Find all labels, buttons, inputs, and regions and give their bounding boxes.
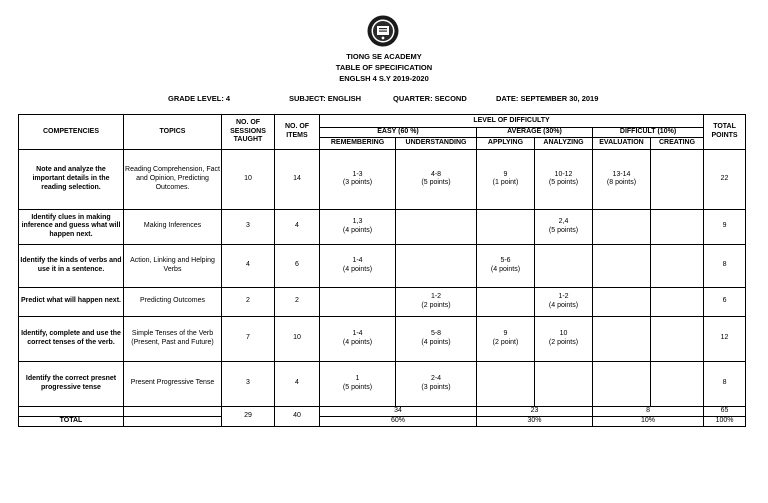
grand-total-percent: 100% bbox=[704, 416, 746, 426]
analyzing-cell bbox=[535, 361, 593, 406]
topic-cell: Action, Linking and Helping Verbs bbox=[124, 244, 222, 287]
table-row bbox=[19, 244, 746, 287]
item-range: 1-4 bbox=[352, 330, 363, 337]
item-range: 5-8 bbox=[430, 330, 442, 337]
remembering-cell bbox=[320, 244, 396, 287]
analyzing-cell bbox=[535, 149, 593, 209]
remembering-cell bbox=[320, 209, 396, 244]
item-points: (5 points) bbox=[421, 179, 451, 187]
total-label-spacer bbox=[19, 406, 124, 416]
evaluation-cell bbox=[593, 316, 651, 361]
competency-cell: Predict what will happen next. bbox=[19, 287, 124, 316]
topic-cell: Making Inferences bbox=[124, 209, 222, 244]
item-points: (2 points) bbox=[548, 338, 579, 346]
difficult-percent: 10% bbox=[593, 416, 704, 426]
sessions-cell: 7 bbox=[222, 316, 275, 361]
item-range: 1,3 bbox=[352, 218, 363, 225]
quarter: QUARTER: SECOND bbox=[393, 94, 467, 103]
document-title: TABLE OF SPECIFICATION bbox=[335, 63, 433, 72]
remembering-cell bbox=[320, 149, 396, 209]
total-cell: 8 bbox=[704, 244, 746, 287]
total-items: 40 bbox=[275, 406, 320, 426]
difficult-total-points: 8 bbox=[593, 406, 704, 416]
item-range: 10 bbox=[559, 330, 568, 337]
item-points: (4 points) bbox=[490, 265, 521, 273]
easy-percent: 60% bbox=[320, 416, 477, 426]
col-level-of-difficulty: LEVEL OF DIFFICULTY bbox=[320, 115, 704, 128]
understanding-cell bbox=[396, 244, 477, 287]
remembering-cell bbox=[320, 316, 396, 361]
table-row bbox=[19, 316, 746, 361]
total-topic-spacer bbox=[124, 406, 222, 416]
applying-cell bbox=[477, 316, 535, 361]
item-points: (4 points) bbox=[342, 265, 373, 273]
col-difficult: DIFFICULT (10%) bbox=[593, 128, 704, 138]
col-average: AVERAGE (30%) bbox=[477, 128, 593, 138]
applying-cell bbox=[477, 361, 535, 406]
evaluation-cell bbox=[593, 209, 651, 244]
item-points: (1 point) bbox=[492, 179, 519, 187]
item-range: 2-4 bbox=[430, 375, 442, 382]
subject-year-line: ENGLSH 4 S.Y 2019-2020 bbox=[339, 74, 429, 83]
specification-table bbox=[18, 114, 746, 427]
total-cell: 6 bbox=[704, 287, 746, 316]
item-points: (3 points) bbox=[342, 179, 373, 187]
item-range: 10-12 bbox=[554, 170, 573, 178]
understanding-cell bbox=[396, 287, 477, 316]
creating-cell bbox=[651, 149, 704, 209]
item-points: (8 points) bbox=[606, 179, 637, 187]
remembering-cell bbox=[320, 287, 396, 316]
total-cell: 12 bbox=[704, 316, 746, 361]
applying-cell bbox=[477, 287, 535, 316]
creating-cell bbox=[651, 287, 704, 316]
col-total-points: TOTAL POINTS bbox=[704, 115, 746, 150]
total-label: TOTAL bbox=[19, 416, 124, 426]
items-cell: 2 bbox=[275, 287, 320, 316]
col-items: NO. OF ITEMS bbox=[275, 115, 320, 150]
item-points: (3 points) bbox=[421, 383, 451, 391]
item-points: (4 points) bbox=[342, 338, 373, 346]
understanding-cell bbox=[396, 316, 477, 361]
item-range: 13-14 bbox=[612, 170, 631, 178]
item-range: 1-3 bbox=[352, 170, 363, 178]
items-cell: 6 bbox=[275, 244, 320, 287]
sessions-cell: 10 bbox=[222, 149, 275, 209]
item-points: (4 points) bbox=[548, 301, 579, 309]
school-name: TIONG SE ACADEMY bbox=[346, 52, 422, 61]
topic-cell: Reading Comprehension, Fact and Opinion, Predicting Outcomes. bbox=[124, 149, 222, 209]
topic-cell: Present Progressive Tense bbox=[124, 361, 222, 406]
col-applying: APPLYING bbox=[477, 137, 535, 149]
item-range: 1-2 bbox=[430, 293, 442, 300]
sessions-cell: 2 bbox=[222, 287, 275, 316]
items-cell: 4 bbox=[275, 361, 320, 406]
total-topic-spacer bbox=[124, 416, 222, 426]
creating-cell bbox=[651, 361, 704, 406]
col-understanding: UNDERSTANDING bbox=[396, 137, 477, 149]
creating-cell bbox=[651, 316, 704, 361]
total-cell: 9 bbox=[704, 209, 746, 244]
col-competencies: COMPETENCIES bbox=[19, 115, 124, 150]
understanding-cell bbox=[396, 149, 477, 209]
item-range: 4-8 bbox=[430, 170, 442, 178]
totals-row bbox=[19, 406, 746, 416]
applying-cell bbox=[477, 149, 535, 209]
item-range: 2,4 bbox=[558, 218, 569, 225]
item-points: (2 points) bbox=[421, 301, 451, 309]
remembering-cell bbox=[320, 361, 396, 406]
understanding-cell bbox=[396, 361, 477, 406]
competency-cell: Identify, complete and use the correct tenses of the verb. bbox=[19, 316, 124, 361]
evaluation-cell bbox=[593, 361, 651, 406]
col-evaluation: EVALUATION bbox=[593, 137, 651, 149]
col-remembering: REMEMBERING bbox=[320, 137, 396, 149]
average-percent: 30% bbox=[477, 416, 593, 426]
item-range: 5-6 bbox=[500, 257, 511, 264]
item-range: 9 bbox=[503, 330, 508, 337]
items-cell: 10 bbox=[275, 316, 320, 361]
items-cell: 4 bbox=[275, 209, 320, 244]
item-points: (5 points) bbox=[548, 179, 579, 187]
table-row bbox=[19, 361, 746, 406]
analyzing-cell bbox=[535, 287, 593, 316]
understanding-cell bbox=[396, 209, 477, 244]
evaluation-cell bbox=[593, 149, 651, 209]
applying-cell bbox=[477, 209, 535, 244]
analyzing-cell bbox=[535, 209, 593, 244]
totals-percent-row bbox=[19, 416, 746, 426]
total-cell: 8 bbox=[704, 361, 746, 406]
school-seal-logo bbox=[367, 15, 399, 47]
item-range: 9 bbox=[503, 170, 508, 178]
table-row bbox=[19, 209, 746, 244]
applying-cell bbox=[477, 244, 535, 287]
table-row bbox=[19, 287, 746, 316]
analyzing-cell bbox=[535, 316, 593, 361]
total-sessions: 29 bbox=[222, 406, 275, 426]
competency-cell: Identify the kinds of verbs and use it in a sentence. bbox=[19, 244, 124, 287]
date: DATE: SEPTEMBER 30, 2019 bbox=[496, 94, 599, 103]
items-cell: 14 bbox=[275, 149, 320, 209]
item-points: (4 points) bbox=[342, 226, 373, 234]
item-range: 1 bbox=[355, 375, 360, 382]
creating-cell bbox=[651, 244, 704, 287]
average-total-points: 23 bbox=[477, 406, 593, 416]
topic-cell: Predicting Outcomes bbox=[124, 287, 222, 316]
item-points: (5 points) bbox=[342, 383, 373, 391]
sessions-cell: 4 bbox=[222, 244, 275, 287]
easy-total-points: 34 bbox=[320, 406, 477, 416]
col-sessions: NO. OF SESSIONS TAUGHT bbox=[222, 115, 275, 150]
col-creating: CREATING bbox=[651, 137, 704, 149]
sessions-cell: 3 bbox=[222, 361, 275, 406]
total-cell: 22 bbox=[704, 149, 746, 209]
item-points: (5 points) bbox=[548, 226, 579, 234]
competency-cell: Identify clues in making inference and guess what will happen next. bbox=[19, 209, 124, 244]
evaluation-cell bbox=[593, 287, 651, 316]
grade-level: GRADE LEVEL: 4 bbox=[168, 94, 231, 103]
analyzing-cell bbox=[535, 244, 593, 287]
sessions-cell: 3 bbox=[222, 209, 275, 244]
item-range: 1-2 bbox=[558, 293, 569, 300]
evaluation-cell bbox=[593, 244, 651, 287]
item-points: (4 points) bbox=[421, 338, 451, 346]
competency-cell: Note and analyze the important details in the reading selection. bbox=[19, 149, 124, 209]
table-row bbox=[19, 149, 746, 209]
item-range: 1-4 bbox=[352, 257, 363, 264]
topic-cell: Simple Tenses of the Verb (Present, Past and Future) bbox=[124, 316, 222, 361]
item-points: (2 point) bbox=[492, 338, 519, 346]
grand-total-points: 65 bbox=[704, 406, 746, 416]
competency-cell: Identify the correct presnet progressive tense bbox=[19, 361, 124, 406]
subject: SUBJECT: ENGLISH bbox=[289, 94, 362, 103]
col-easy: EASY (60 %) bbox=[320, 128, 477, 138]
creating-cell bbox=[651, 209, 704, 244]
col-topics: TOPICS bbox=[124, 115, 222, 150]
col-analyzing: ANALYZING bbox=[535, 137, 593, 149]
